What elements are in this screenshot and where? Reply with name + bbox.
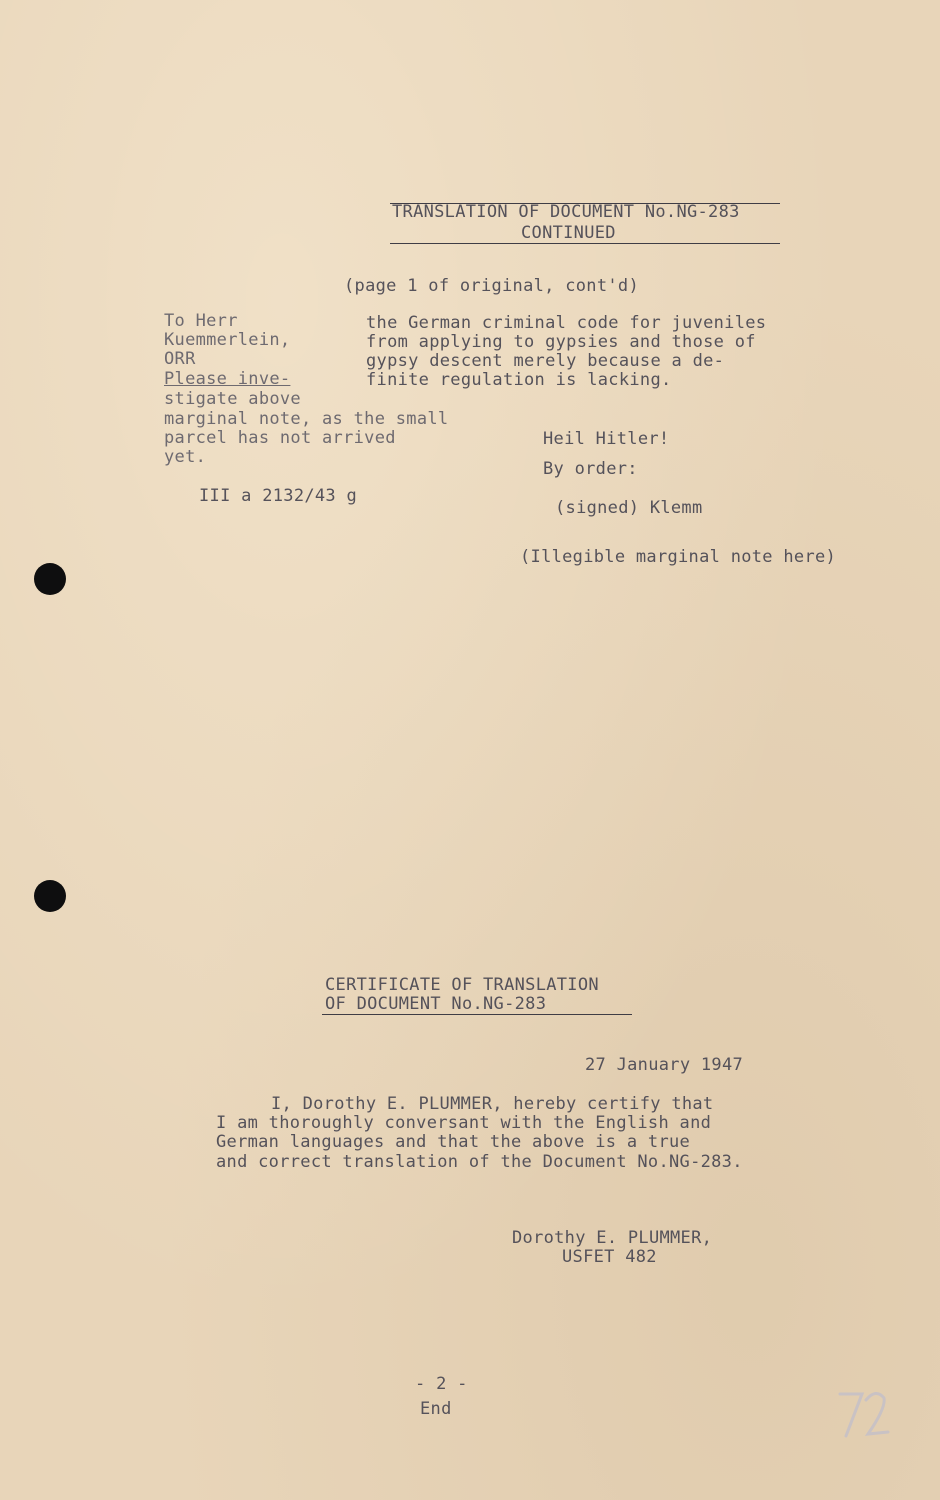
reference-number: III a 2132/43 g	[199, 486, 358, 506]
certificate-statement-line: and correct translation of the Document No.NG-283.	[216, 1152, 743, 1172]
margin-note-line: parcel has not arrived	[164, 428, 396, 448]
body-text-line: the German criminal code for juveniles	[366, 313, 767, 333]
header-rule-bottom	[390, 243, 780, 244]
certificate-title: CERTIFICATE OF TRANSLATION	[325, 975, 599, 995]
margin-note-line: ORR	[164, 349, 196, 369]
punch-hole-bottom	[34, 880, 66, 912]
illegible-note: (Illegible marginal note here)	[520, 547, 837, 567]
margin-note-line: Please inve-	[164, 369, 291, 389]
by-order: By order:	[543, 459, 638, 479]
handwritten-folio-mark	[832, 1382, 892, 1442]
signer-unit: USFET 482	[562, 1247, 657, 1267]
margin-note-line: Kuemmerlein,	[164, 330, 291, 350]
certificate-subtitle: OF DOCUMENT No.NG-283	[325, 994, 547, 1014]
page-reference: (page 1 of original, cont'd)	[344, 276, 639, 296]
certificate-statement-line: I, Dorothy E. PLUMMER, hereby certify that	[271, 1094, 714, 1114]
signer-name: Dorothy E. PLUMMER,	[512, 1228, 713, 1248]
salutation: Heil Hitler!	[543, 429, 670, 449]
body-text-line: gypsy descent merely because a de-	[366, 351, 725, 371]
body-text-line: from applying to gypsies and those of	[366, 332, 756, 352]
margin-note-line: marginal note, as the small	[164, 409, 449, 429]
header-subtitle: CONTINUED	[521, 223, 616, 243]
header-title: TRANSLATION OF DOCUMENT No.NG-283	[392, 202, 740, 222]
certificate-date: 27 January 1947	[585, 1055, 744, 1075]
certificate-rule	[322, 1014, 632, 1015]
body-text-line: finite regulation is lacking.	[366, 370, 672, 390]
margin-note-line: stigate above	[164, 389, 301, 409]
margin-note-line: yet.	[164, 447, 207, 467]
certificate-statement-line: I am thoroughly conversant with the English and	[216, 1113, 712, 1133]
margin-note-line: To Herr	[164, 311, 238, 331]
page-number: - 2 -	[415, 1374, 468, 1394]
certificate-statement-line: German languages and that the above is a true	[216, 1132, 691, 1152]
signature-line: (signed) Klemm	[555, 498, 703, 518]
punch-hole-top	[34, 563, 66, 595]
end-label: End	[420, 1399, 452, 1419]
